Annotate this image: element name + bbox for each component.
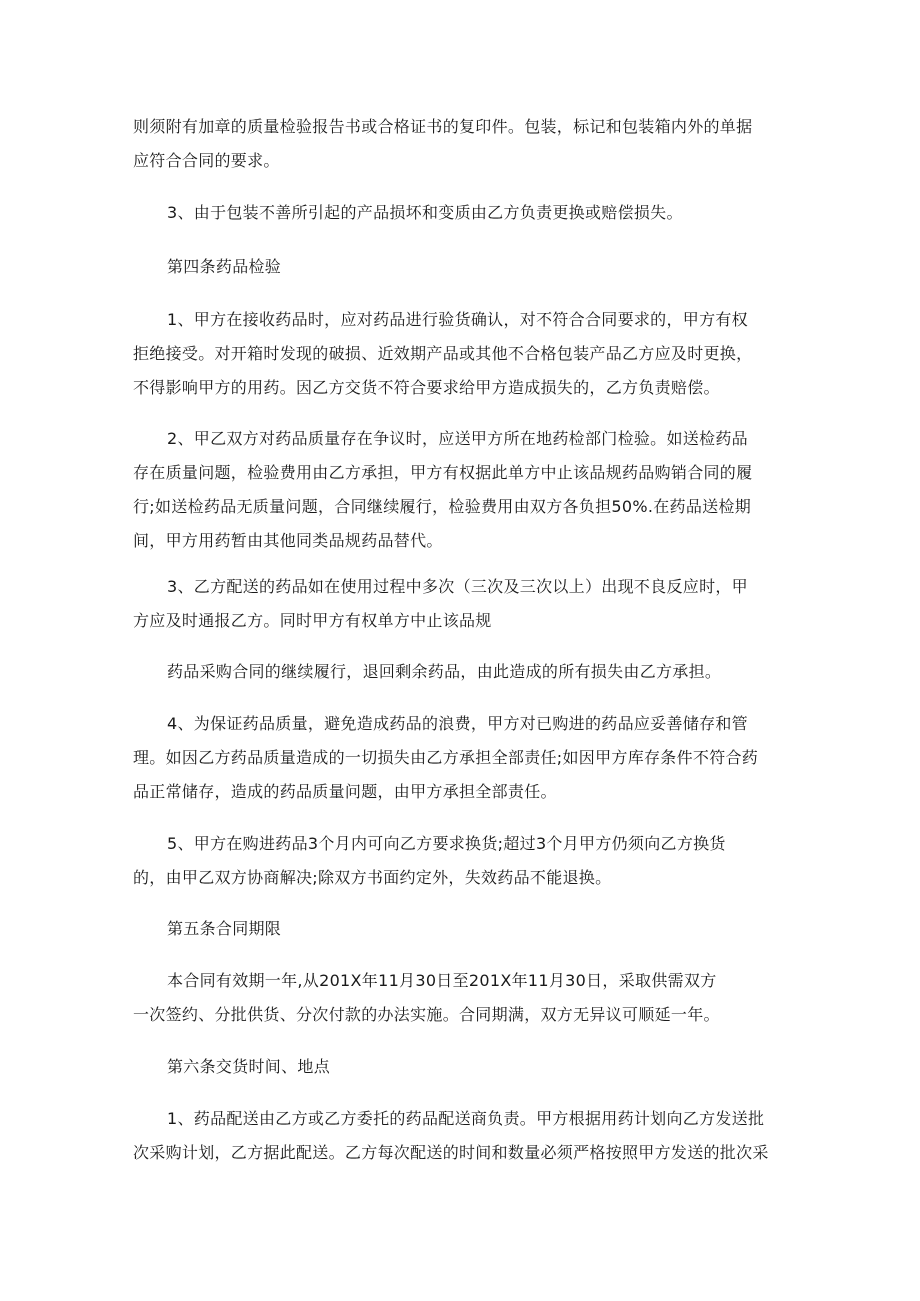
- text-line: 次采购计划，乙方据此配送。乙方每次配送的时间和数量必须严格按照甲方发送的批次采: [133, 1143, 769, 1162]
- text-line: 拒绝接受。对开箱时发现的破损、近效期产品或其他不合格包装产品乙方应及时更换，: [133, 344, 753, 363]
- paragraph-inspection-5: [133, 827, 793, 895]
- text-line: 4、为保证药品质量，避免造成药品的浪费，甲方对已购进的药品应妥善储存和管: [167, 714, 748, 733]
- text-line: 理。如因乙方药品质量造成的一切损失由乙方承担全部责任;如因甲方库存条件不符合药: [133, 748, 759, 767]
- text-line: 3、乙方配送的药品如在使用过程中多次（三次及三次以上）出现不良反应时，甲: [167, 577, 748, 596]
- paragraph-inspection-3: [133, 570, 793, 638]
- text-line: 行;如送检药品无质量问题，合同继续履行，检验费用由双方各负担50%.在药品送检期: [133, 497, 752, 516]
- text-line: 则须附有加章的质量检验报告书或合格证书的复印件。包装，标记和包装箱内外的单据: [133, 117, 753, 136]
- text-line: 不得影响甲方的用药。因乙方交货不符合要求给甲方造成损失的，乙方负责赔偿。: [133, 378, 720, 397]
- text-line: 存在质量问题，检验费用由乙方承担，甲方有权据此单方中止该品规药品购销合同的履: [133, 463, 753, 482]
- text-line: 应符合合同的要求。: [133, 151, 280, 170]
- text-line: 间，甲方用药暂由其他同类品规药品替代。: [133, 531, 443, 550]
- text-line: 本合同有效期一年,从201X年11月30日至201X年11月30日，采取供需双方: [167, 971, 717, 990]
- text-line: 一次签约、分批供货、分次付款的办法实施。合同期满，双方无异议可顺延一年。: [133, 1005, 720, 1024]
- text-line: 方应及时通报乙方。同时甲方有权单方中止该品规: [133, 611, 492, 630]
- paragraph-packaging-damage: [133, 196, 793, 230]
- text-line: 药品采购合同的继续履行，退回剩余药品，由此造成的所有损失由乙方承担。: [167, 662, 722, 681]
- text-line: 品正常储存，造成的药品质量问题，由甲方承担全部责任。: [133, 782, 557, 801]
- heading-article-4: 第四条药品检验: [167, 257, 282, 276]
- paragraph-inspection-1: [133, 303, 793, 405]
- text-line: 的，由甲乙双方协商解决;除双方书面约定外，失效药品不能退换。: [133, 868, 612, 887]
- paragraph-inspection-2: [133, 422, 793, 558]
- paragraph-inspection-4: [133, 707, 793, 809]
- heading-article-5: 第五条合同期限: [167, 919, 282, 938]
- paragraph-contract-term: [133, 964, 793, 1032]
- text-line: 2、甲乙双方对药品质量存在争议时，应送甲方所在地药检部门检验。如送检药品: [167, 429, 748, 448]
- heading-article-6: 第六条交货时间、地点: [167, 1057, 331, 1076]
- paragraph-packaging-docs: [133, 110, 793, 178]
- paragraph-inspection-3-cont: [133, 655, 793, 689]
- text-line: 5、甲方在购进药品3个月内可向乙方要求换货;超过3个月甲方仍须向乙方换货: [167, 834, 726, 853]
- text-line: 1、药品配送由乙方或乙方委托的药品配送商负责。甲方根据用药计划向乙方发送批: [167, 1109, 765, 1128]
- text-line: 1、甲方在接收药品时，应对药品进行验货确认，对不符合合同要求的，甲方有权: [167, 310, 748, 329]
- paragraph-delivery-1: [133, 1102, 793, 1170]
- text-line: 3、由于包装不善所引起的产品损坏和变质由乙方负责更换或赔偿损失。: [167, 203, 683, 222]
